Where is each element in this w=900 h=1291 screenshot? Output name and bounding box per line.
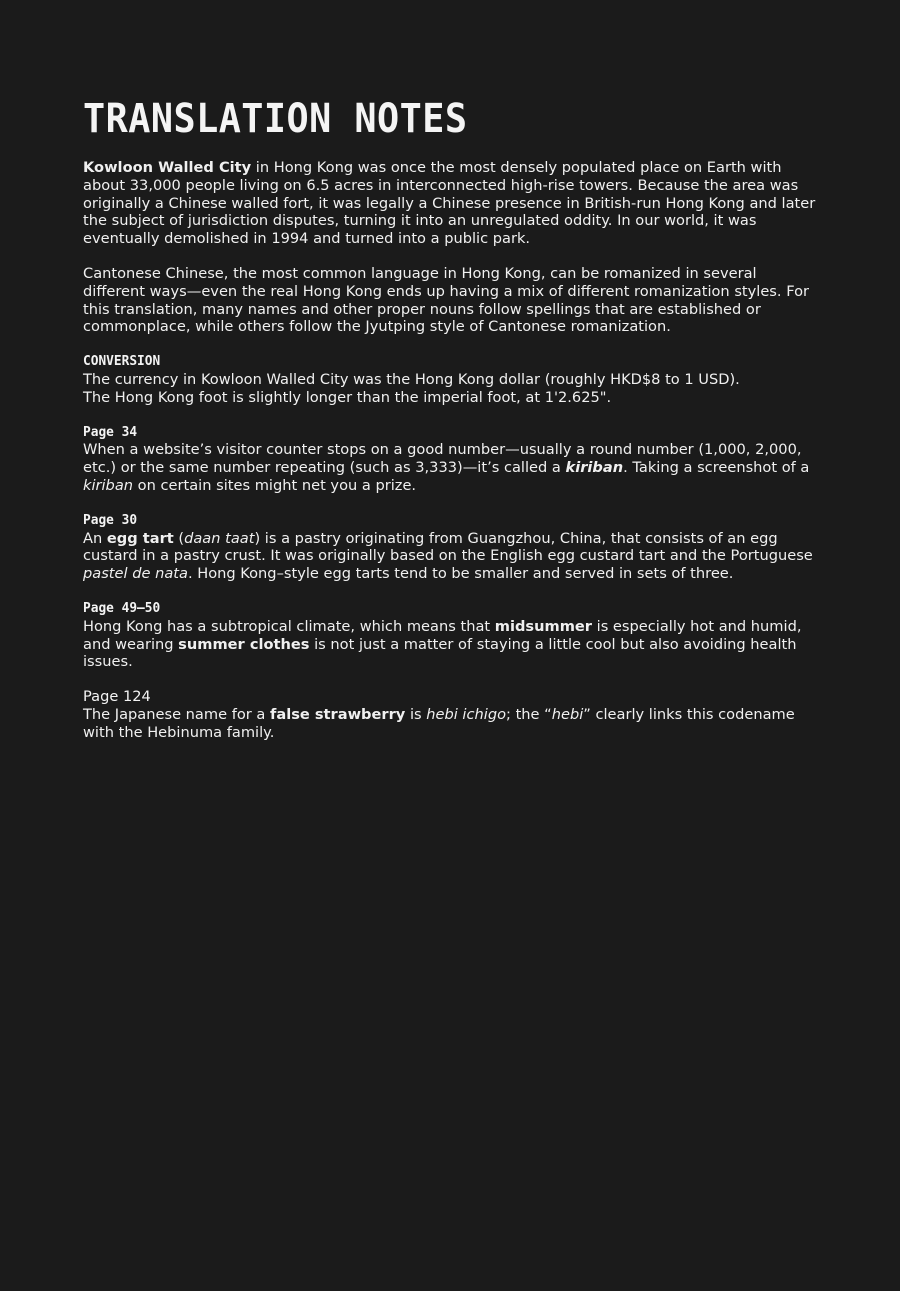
conversion-currency-line: The currency in Kowloon Walled City was the Hong Kong dollar (roughly HKD$8 to 1 USD). (83, 370, 740, 388)
note-body-page-124: The Japanese name for a false strawberry is hebi ichigo; the “hebi” clearly links this codename with the Hebinuma family. (83, 705, 795, 741)
term-kowloon-walled-city: Kowloon Walled City (83, 159, 252, 176)
note-body-page-34: When a website’s visitor counter stops on a good number—usually a round number (1,000, 2,000, etc.) or the same number repeating (such as 3,333)—it’s called a kiriban. Taking a screenshot of a kiriban on certain sites might net you a prize. (83, 441, 810, 494)
translation-notes-page (83, 95, 818, 742)
term-summer-clothes: summer clothes (178, 635, 310, 653)
intro-paragraph-kowloon: Kowloon Walled City in Hong Kong was once the most densely populated place on Earth with about 33,000 people living on 6.5 acres in interconnected high-rise towers. Because the area was originally a Chinese walled fort, it was legally a Chinese presence in British-run Hong Kong and later the subject of jurisdiction disputes, turning it into an unregulated oddity. In our world, it was eventually demolished in 1994 and turned into a public park. (83, 159, 816, 248)
note-heading-page-49-50: Page 49–50 (83, 599, 161, 616)
term-midsummer: midsummer (494, 617, 592, 635)
note-body-page-30: An egg tart (daan taat) is a pastry originating from Guangzhou, China, that consists of an egg custard in a pastry crust. It was originally based on the English egg custard tart and the Portuguese pastel de nata. Hong Kong–style egg tarts tend to be smaller and served in sets of three. (83, 529, 813, 583)
conversion-heading: CONVERSION (83, 353, 161, 370)
note-body-page-49-50: Hong Kong has a subtropical climate, which means that midsummer is especially hot and humid, and wearing summer clothes is not just a matter of staying a little cool but also avoiding health issues. (83, 617, 802, 671)
note-heading-page-34: Page 34 (83, 423, 138, 440)
note-heading-page-30: Page 30 (83, 511, 138, 528)
intro-paragraph-cantonese: Cantonese Chinese, the most common language in Hong Kong, can be romanized in several different ways—even the real Hong Kong ends up having a mix of different romanization styles. For this translation, many names and other proper nouns follow spellings that are established or commonplace, while others follow the Jyutping style of Cantonese romanization. (83, 264, 809, 336)
term-false-strawberry: false strawberry (270, 705, 406, 723)
term-egg-tart: egg tart (106, 529, 174, 547)
note-heading-page-124: Page 124 (83, 688, 151, 706)
term-kiriban: kiriban (565, 459, 624, 477)
page-title: TRANSLATION NOTES (83, 96, 468, 142)
conversion-foot-line: The Hong Kong foot is slightly longer than the imperial foot, at 1'2.625". (83, 388, 612, 406)
